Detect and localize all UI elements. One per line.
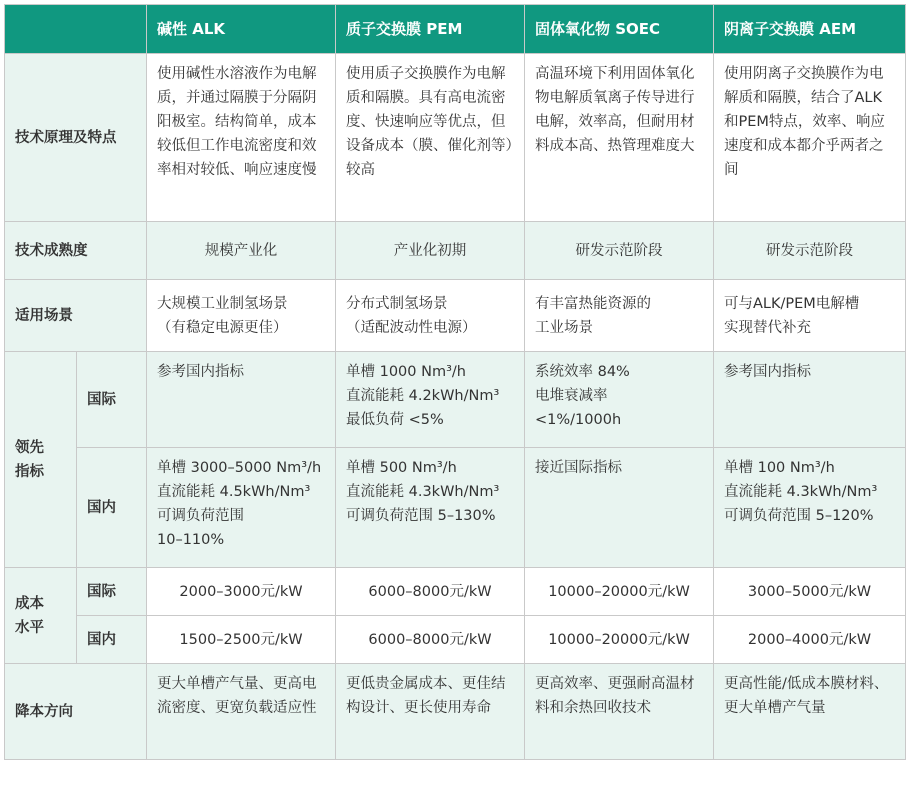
comparison-table <box>4 4 906 760</box>
header-row <box>5 5 906 54</box>
principle-soec: 高温环境下利用固体氧化物电解质氧离子传导进行电解，效率高，但耐用材料成本高、热管理难度大 <box>525 54 714 222</box>
cost-intl-aem: 3000–5000元/kW <box>714 568 906 616</box>
row-scenario <box>5 280 906 352</box>
cost-intl-pem: 6000–8000元/kW <box>336 568 525 616</box>
header-pem: 质子交换膜 PEM <box>336 5 525 54</box>
cost-domestic-pem: 6000–8000元/kW <box>336 616 525 664</box>
scenario-alk: 大规模工业制氢场景 （有稳定电源更佳） <box>147 280 336 352</box>
principle-aem: 使用阴离子交换膜作为电解质和隔膜，结合了ALK和PEM特点，效率、响应速度和成本都介乎两者之间 <box>714 54 906 222</box>
reduction-soec: 更高效率、更强耐高温材料和余热回收技术 <box>525 664 714 760</box>
header-alk: 碱性 ALK <box>147 5 336 54</box>
row-label-reduction: 降本方向 <box>5 664 147 760</box>
row-leading-intl <box>5 352 906 448</box>
maturity-aem: 研发示范阶段 <box>714 222 906 280</box>
scenario-aem: 可与ALK/PEM电解槽 实现替代补充 <box>714 280 906 352</box>
sub-label-cost-intl: 国际 <box>77 568 147 616</box>
row-leading-domestic <box>5 448 906 568</box>
leading-intl-pem: 单槽 1000 Nm³/h 直流能耗 4.2kWh/Nm³ 最低负荷 <5% <box>336 352 525 448</box>
principle-pem: 使用质子交换膜作为电解质和隔膜。具有高电流密度、快速响应等优点，但设备成本（膜、催化剂等）较高 <box>336 54 525 222</box>
reduction-alk: 更大单槽产气量、更高电流密度、更宽负载适应性 <box>147 664 336 760</box>
maturity-soec: 研发示范阶段 <box>525 222 714 280</box>
sub-label-cost-domestic: 国内 <box>77 616 147 664</box>
row-reduction <box>5 664 906 760</box>
scenario-pem: 分布式制氢场景 （适配波动性电源） <box>336 280 525 352</box>
leading-domestic-soec: 接近国际指标 <box>525 448 714 568</box>
scenario-soec: 有丰富热能资源的 工业场景 <box>525 280 714 352</box>
sub-label-leading-intl: 国际 <box>77 352 147 448</box>
leading-domestic-aem: 单槽 100 Nm³/h 直流能耗 4.3kWh/Nm³ 可调负荷范围 5–120% <box>714 448 906 568</box>
cost-domestic-aem: 2000–4000元/kW <box>714 616 906 664</box>
leading-intl-alk: 参考国内指标 <box>147 352 336 448</box>
cost-domestic-soec: 10000–20000元/kW <box>525 616 714 664</box>
row-label-cost: 成本 水平 <box>5 568 77 664</box>
leading-intl-soec: 系统效率 84% 电堆衰减率 <1%/1000h <box>525 352 714 448</box>
maturity-alk: 规模产业化 <box>147 222 336 280</box>
header-soec: 固体氧化物 SOEC <box>525 5 714 54</box>
row-maturity <box>5 222 906 280</box>
row-label-maturity: 技术成熟度 <box>5 222 147 280</box>
cost-domestic-alk: 1500–2500元/kW <box>147 616 336 664</box>
row-label-leading: 领先 指标 <box>5 352 77 568</box>
row-cost-intl <box>5 568 906 616</box>
sub-label-leading-domestic: 国内 <box>77 448 147 568</box>
cost-intl-soec: 10000–20000元/kW <box>525 568 714 616</box>
header-aem: 阴离子交换膜 AEM <box>714 5 906 54</box>
row-label-principle: 技术原理及特点 <box>5 54 147 222</box>
header-corner <box>5 5 147 54</box>
row-label-scenario: 适用场景 <box>5 280 147 352</box>
leading-domestic-pem: 单槽 500 Nm³/h 直流能耗 4.3kWh/Nm³ 可调负荷范围 5–130% <box>336 448 525 568</box>
maturity-pem: 产业化初期 <box>336 222 525 280</box>
row-cost-domestic <box>5 616 906 664</box>
reduction-pem: 更低贵金属成本、更佳结构设计、更长使用寿命 <box>336 664 525 760</box>
leading-intl-aem: 参考国内指标 <box>714 352 906 448</box>
reduction-aem: 更高性能/低成本膜材料、更大单槽产气量 <box>714 664 906 760</box>
leading-domestic-alk: 单槽 3000–5000 Nm³/h 直流能耗 4.5kWh/Nm³ 可调负荷范围 10–110% <box>147 448 336 568</box>
row-principle <box>5 54 906 222</box>
cost-intl-alk: 2000–3000元/kW <box>147 568 336 616</box>
principle-alk: 使用碱性水溶液作为电解质，并通过隔膜于分隔阴阳极室。结构简单，成本较低但工作电流密度和效率相对较低、响应速度慢 <box>147 54 336 222</box>
